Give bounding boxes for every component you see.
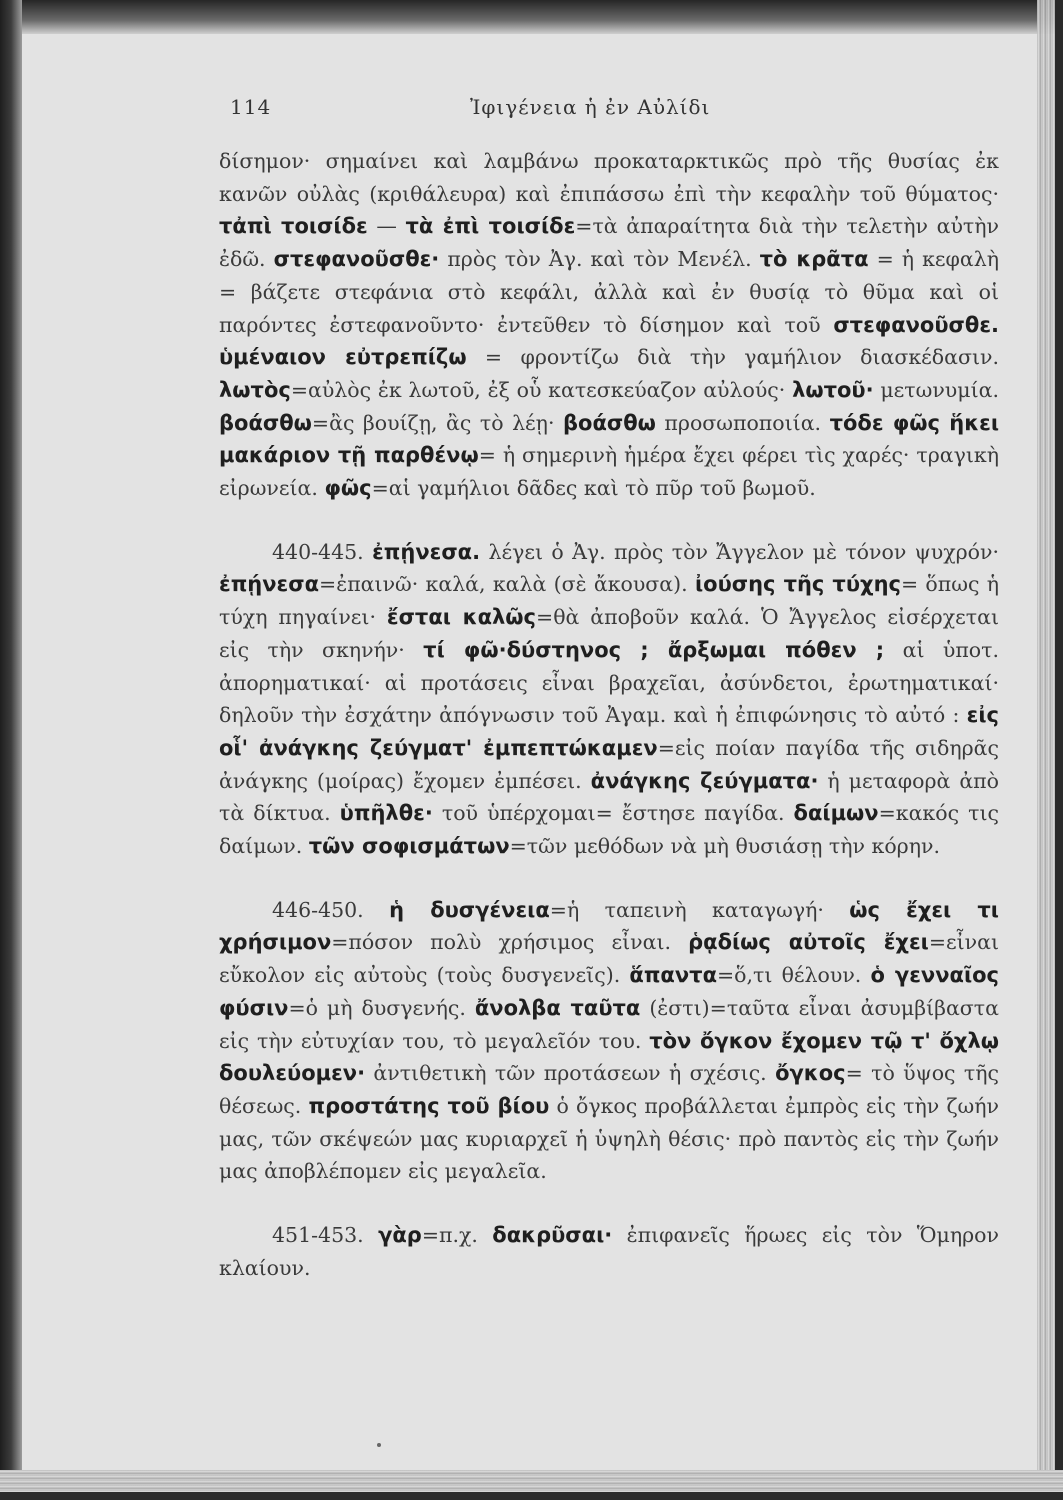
commentary-text: αἱ ὑποτ. ἀπορηματικαί· αἱ προτάσεις εἶναι βραχεῖαι, ἀσύνδετοι, ἐρωτηματικαί· δηλοῦν τὴν ἐσχάτην ἀπόγνωσιν τοῦ Ἀγαμ. καὶ ἡ ἐπιφώνησις τὸ αὐτό : [219, 637, 999, 728]
scan-edge-left [0, 0, 22, 1500]
paragraph-4 [219, 1219, 999, 1284]
lemma-keyword: στεφανοῦσθε· [273, 247, 440, 272]
page-number: 114 [230, 95, 272, 119]
commentary-text: τοῦ ὑπέρχομαι= ἔστησε παγίδα. [432, 801, 794, 826]
lemma-keyword: ὑμέναιον εὐτρεπίζω [219, 345, 467, 370]
commentary-text: =εἰς ποίαν παγίδα τῆς σιδηρᾶς ἀνάγκης (μοίρας) ἔχομεν ἐμπέσει. [219, 735, 1000, 793]
lemma-keyword: προστάτης τοῦ βίου [308, 1093, 550, 1118]
commentary-text: =κακός τις δαίμων. [219, 801, 999, 859]
commentary-text: =εἶναι εὔκολον εἰς αὐτοὺς (τοὺς δυσγενεῖς). [219, 930, 999, 988]
lemma-keyword: ἅπαντα [629, 963, 717, 988]
lemma-keyword: τὰ ἐπὶ τοισίδε [405, 214, 576, 239]
lemma-keyword: τί φῶ·δύστηνος ; ἄρξωμαι πόθεν ; [423, 637, 885, 662]
commentary-text: ἀντιθετικὴ τῶν προτάσεων ἡ σχέσις. [365, 1061, 776, 1086]
lemma-keyword: δαίμων [793, 801, 879, 826]
commentary-text: = ἡ κεφαλὴ = βάζετε στεφάνια στὸ κεφάλι, ἀλλὰ καὶ ἐν θυσίᾳ τὸ θῦμα καὶ οἱ παρόντες ἐστεφανοῦντο· ἐντεῦθεν τὸ δίσημον καὶ τοῦ [219, 247, 999, 337]
paragraph-3 [219, 894, 999, 1188]
commentary-text: = τὸ ὕψος τῆς θέσεως. [219, 1061, 1000, 1118]
lemma-keyword: τὸ κρᾶτα [759, 247, 869, 272]
scan-edge-bottom [0, 1492, 1063, 1500]
commentary-text: προσωποποιία. [655, 410, 830, 435]
lemma-keyword: στεφανοῦσθε. [833, 312, 999, 337]
commentary-text: 451-453. [272, 1223, 379, 1248]
commentary-text: =π.χ. [421, 1223, 493, 1248]
lemma-keyword: λωτὸς [219, 377, 291, 402]
commentary-text: πρὸς τὸν Ἀγ. καὶ τὸν Μενέλ. [439, 247, 760, 272]
commentary-text: — [367, 214, 406, 239]
scan-edge-top [0, 0, 1063, 34]
commentary-text: 440-445. [272, 539, 373, 564]
lemma-keyword: βοάσθω [219, 410, 312, 435]
lemma-keyword: ἡ δυσγένεια [389, 897, 550, 922]
lemma-keyword: ἐπῄνεσα. [372, 539, 481, 564]
lemma-keyword: ὁ γενναῖος φύσιν [219, 963, 999, 1020]
lemma-keyword: ὄγκος [775, 1061, 846, 1086]
commentary-text: ἡ μεταφορὰ ἀπὸ τὰ δίκτυα. [219, 768, 999, 826]
lemma-keyword: τἀπὶ τοισίδε [219, 214, 368, 239]
lemma-keyword: τῶν σοφισμάτων [308, 834, 510, 859]
lemma-keyword: τὸν ὄγκον ἔχομεν τῷ τ' ὄχλῳ δουλεύομεν· [219, 1028, 999, 1086]
commentary-text: =ἡ ταπεινὴ καταγωγή· [549, 897, 850, 922]
commentary-text: =αὐλὸς ἐκ λωτοῦ, ἐξ οὗ κατεσκεύαζον αὐλούς· [290, 377, 793, 402]
commentary-text: (ἐστι)=ταῦτα εἶναι ἀσυμβίβαστα εἰς τὴν εὐτυχίαν του, τὸ μεγαλεῖόν του. [219, 995, 999, 1053]
commentary-text: = ὅπως ἡ τύχη πηγαίνει· [219, 572, 999, 630]
commentary-text: =ἂς βουίζῃ, ἂς τὸ λέῃ· [311, 410, 563, 435]
commentary-text: =πόσον πολὺ χρήσιμος εἶναι. [331, 930, 689, 955]
lemma-keyword: ἄνολβα ταῦτα [474, 995, 641, 1020]
commentary-text: δίσημον· σημαίνει καὶ λαμβάνω προκαταρκτικῶς πρὸ τῆς θυσίας ἐκ κανῶν οὐλὰς (κριθάλευρα) καὶ ἐπιπάσσω ἐπὶ τὴν κεφαλὴν τοῦ θύματος· [219, 149, 999, 206]
commentary-text: =τῶν μεθόδων νὰ μὴ θυσιάσῃ τὴν κόρην. [509, 834, 940, 859]
lemma-keyword: δακρῦσαι· [492, 1223, 613, 1248]
commentary-text: μετωνυμία. [873, 377, 999, 402]
paragraph-1 [219, 145, 999, 505]
commentary-text: = ἡ σημερινὴ ἡμέρα ἔχει φέρει τὶς χαρές· τραγικὴ εἰρωνεία. [219, 443, 1000, 501]
lemma-keyword: ὡς ἔχει τι χρήσιμον [219, 897, 999, 955]
commentary-text: =αἱ γαμήλιοι δᾶδες καὶ τὸ πῦρ τοῦ βωμοῦ. [371, 476, 816, 501]
scan-edge-right [1055, 0, 1063, 1500]
commentary-text: =ὅ,τι θέλουν. [717, 963, 871, 988]
lemma-keyword: ὑπῆλθε· [339, 801, 433, 826]
lemma-keyword: ἀνάγκης ζεύγματα· [590, 768, 819, 793]
commentary-text: λέγει ὁ Ἀγ. πρὸς τὸν Ἄγγελον μὲ τόνον ψυχρόν· [480, 539, 999, 564]
commentary-text: =θὰ ἀποβοῦν καλά. Ὁ Ἄγγελος εἰσέρχεται εἰς τὴν σκηνήν· [219, 605, 999, 662]
running-title: Ἰφιγένεια ἡ ἐν Αὐλίδι [470, 95, 711, 119]
commentary-text: ἐπιφανεῖς ἥρωες εἰς τὸν Ὅμηρον κλαίουν. [219, 1223, 999, 1280]
lemma-keyword: ἔσται καλῶς [386, 605, 537, 630]
lemma-keyword: λωτοῦ· [792, 377, 874, 402]
ink-speck [377, 1443, 381, 1447]
lemma-keyword: βοάσθω [562, 410, 656, 435]
commentary-text: =ὁ μὴ δυσγενής. [288, 995, 475, 1020]
lemma-keyword: ῥᾳδίως αὐτοῖς ἔχει [688, 930, 929, 955]
lemma-keyword: ἐπῄνεσα [219, 572, 320, 597]
lemma-keyword: φῶς [324, 476, 372, 501]
commentary-text: =τὰ ἀπαραίτητα διὰ τὴν τελετὴν αὐτὴν ἐδῶ. [219, 214, 1000, 272]
commentary-text: ὁ ὄγκος προβάλλεται ἐμπρὸς εἰς τὴν ζωήν μας, τῶν σκέψεών μας κυριαρχεῖ ἡ ὑψηλὴ θέσις· πρὸ παντὸς εἰς τὴν ζωήν μας ἀποβλέπομεν εἰς μεγαλεῖα. [219, 1093, 1000, 1184]
lemma-keyword: ἰούσης τῆς τύχης [694, 572, 901, 597]
commentary-text: =ἐπαινῶ· καλά, καλὰ (σὲ ἄκουσα). [319, 572, 695, 597]
lemma-keyword: τόδε φῶς ἥκει μακάριον τῇ παρθένῳ [219, 410, 999, 468]
commentary-text: = φροντίζω διὰ τὴν γαμήλιον διασκέδασιν. [466, 345, 999, 370]
lemma-keyword: εἰς οἷ' ἀνάγκης ζεύγματ' ἐμπεπτώκαμεν [219, 703, 999, 760]
commentary-text: 446-450. [272, 897, 390, 922]
paragraph-2 [219, 536, 999, 863]
commentary-body [219, 145, 999, 1285]
lemma-keyword: γὰρ [378, 1223, 422, 1248]
